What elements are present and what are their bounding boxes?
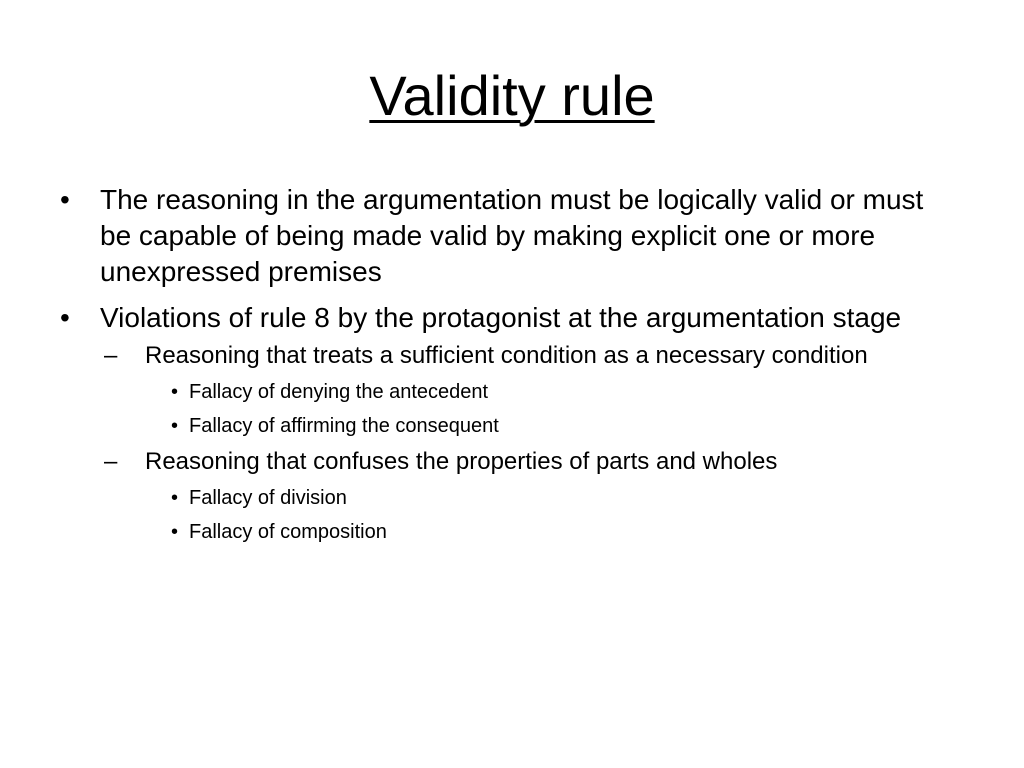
sub-sub-bullet-item: [171, 518, 960, 546]
sub-sub-bullet-text: Fallacy of affirming the consequent: [189, 415, 499, 437]
bullet-text: The reasoning in the argumentation must be logically valid or must be capable of being made valid by making explicit one or more unexpressed premises: [100, 184, 924, 287]
bullet-marker: •: [60, 302, 70, 333]
sub-bullet-item: [104, 340, 960, 372]
sub-sub-bullet-item: [171, 378, 960, 406]
slide-title: Validity rule: [369, 64, 655, 127]
bullet-marker: •: [171, 487, 179, 509]
sub-bullet-text: Reasoning that treats a sufficient condition as a necessary condition: [145, 342, 868, 369]
bullet-marker: •: [171, 381, 179, 403]
sub-bullet-item: [104, 446, 960, 478]
bullet-item: [60, 300, 960, 336]
sub-sub-bullet-item: [171, 412, 960, 440]
sub-sub-bullet-text: Fallacy of denying the antecedent: [189, 381, 489, 403]
dash-marker: –: [104, 448, 118, 475]
sub-sub-bullet-item: [171, 484, 960, 512]
sub-sub-bullet-text: Fallacy of division: [189, 487, 347, 509]
sub-bullet-text: Reasoning that confuses the properties of parts and wholes: [145, 448, 778, 475]
bullet-text: Violations of rule 8 by the protagonist at the argumentation stage: [100, 302, 902, 333]
sub-sub-bullet-text: Fallacy of composition: [189, 521, 387, 543]
bullet-marker: •: [60, 184, 70, 215]
bullet-item: [60, 182, 960, 290]
bullet-marker: •: [171, 521, 179, 543]
bullet-marker: •: [171, 415, 179, 437]
dash-marker: –: [104, 342, 118, 369]
slide-body: [60, 182, 960, 552]
